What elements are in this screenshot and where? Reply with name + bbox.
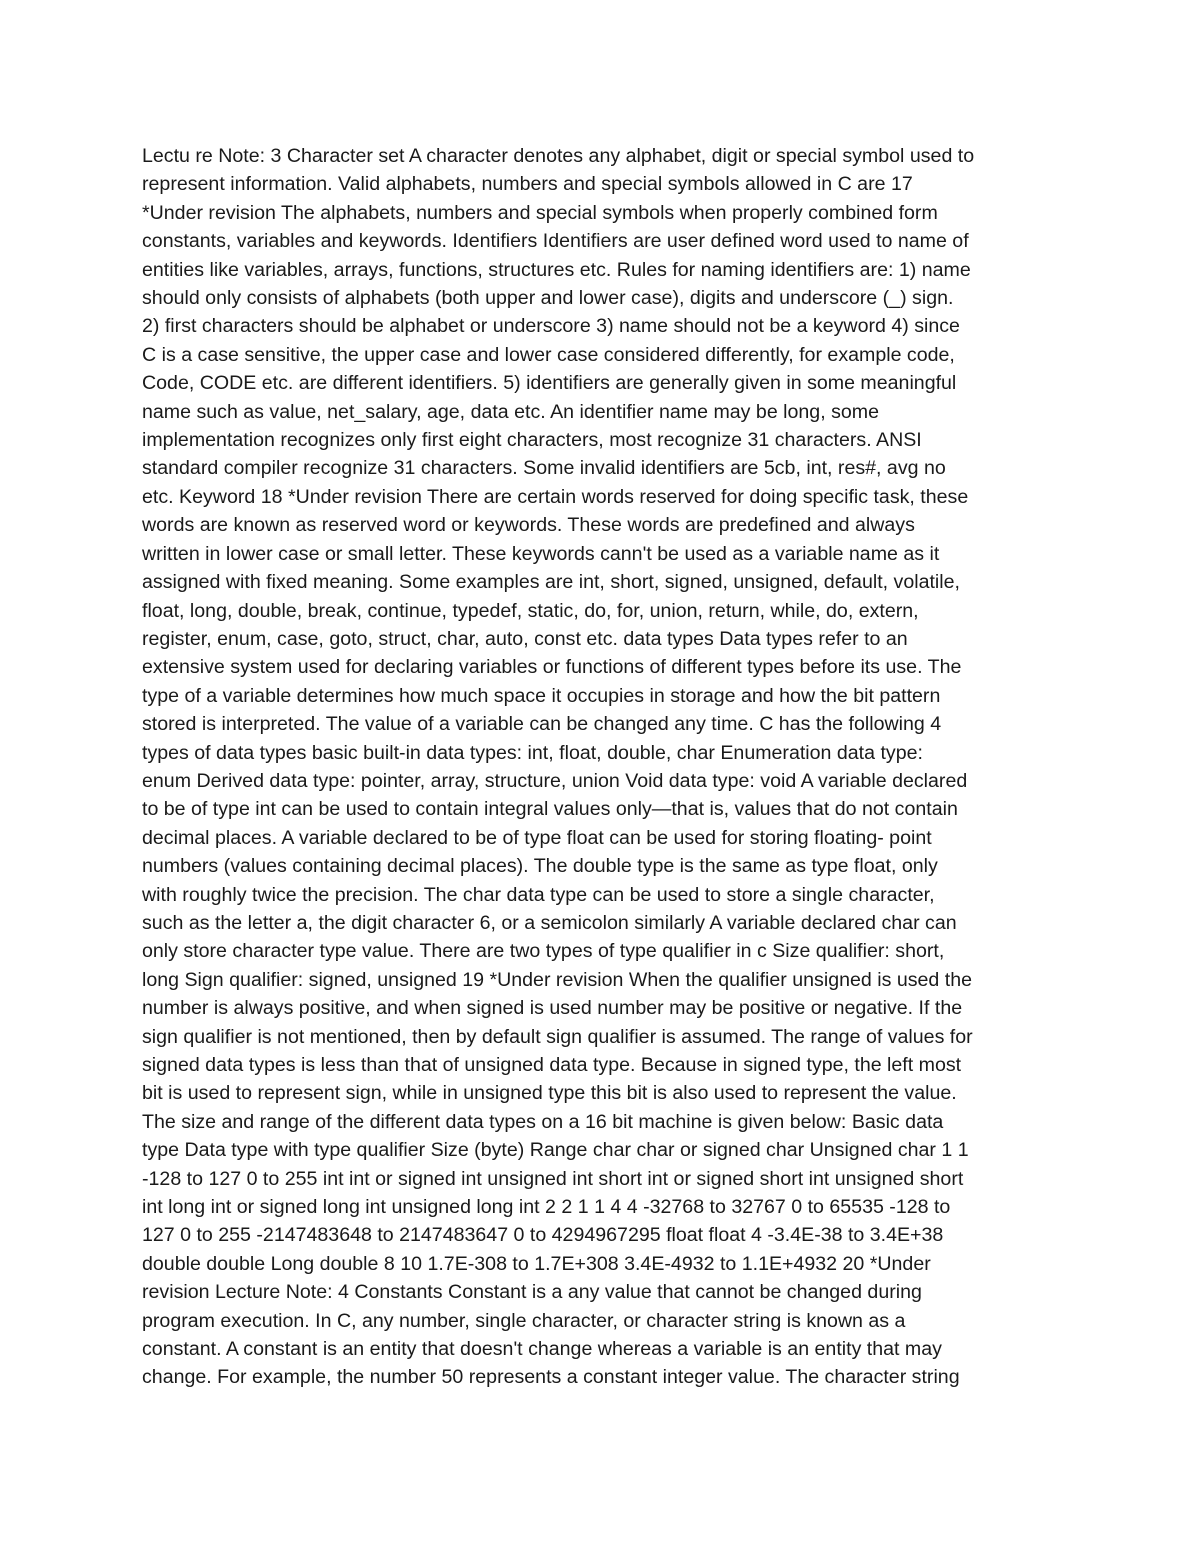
- text-line: enum Derived data type: pointer, array, structure, union Void data type: void A variable declared: [142, 769, 968, 792]
- text-line: bit is used to represent sign, while in unsigned type this bit is also used to represent the value.: [142, 1082, 957, 1105]
- text-line: change. For example, the number 50 represents a constant integer value. The character string: [142, 1366, 960, 1389]
- text-line: sign qualifier is not mentioned, then by default sign qualifier is assumed. The range of values for: [142, 1025, 973, 1048]
- text-line: assigned with fixed meaning. Some examples are int, short, signed, unsigned, default, volatile,: [142, 571, 960, 594]
- text-line: register, enum, case, goto, struct, char, auto, const etc. data types Data types refer to an: [142, 627, 908, 650]
- text-line: signed data types is less than that of unsigned data type. Because in signed type, the left most: [142, 1054, 962, 1076]
- text-line: program execution. In C, any number, single character, or character string is known as a: [142, 1309, 906, 1332]
- text-line: types of data types basic built-in data types: int, float, double, char Enumeration data type:: [142, 741, 923, 764]
- text-line: etc. Keyword 18 *Under revision There are certain words reserved for doing specific task, these: [142, 485, 969, 508]
- text-line: standard compiler recognize 31 characters. Some invalid identifiers are 5cb, int, res#, avg no: [142, 457, 946, 480]
- text-line: should only consists of alphabets (both upper and lower case), digits and underscore (_) sign.: [142, 287, 954, 310]
- text-line: written in lower case or small letter. These keywords cann't be used as a variable name as it: [142, 542, 940, 565]
- text-line: -128 to 127 0 to 255 int int or signed int unsigned int short int or signed short int unsigned short: [142, 1167, 964, 1190]
- text-line: number is always positive, and when signed is used number may be positive or negative. If the: [142, 997, 963, 1020]
- text-line: numbers (values containing decimal places). The double type is the same as type float, only: [142, 855, 938, 878]
- text-line: such as the letter a, the digit character 6, or a semicolon similarly A variable declared char can: [142, 911, 957, 934]
- text-line: float, long, double, break, continue, typedef, static, do, for, union, return, while, do, extern,: [142, 599, 919, 622]
- text-line: *Under revision The alphabets, numbers and special symbols when properly combined form: [142, 201, 938, 224]
- text-line: to be of type int can be used to contain integral values only—that is, values that do not contain: [142, 798, 958, 821]
- text-line: The size and range of the different data types on a 16 bit machine is given below: Basic data: [142, 1110, 944, 1133]
- text-line: 2) first characters should be alphabet or underscore 3) name should not be a keyword 4) since: [142, 315, 960, 338]
- text-line: with roughly twice the precision. The char data type can be used to store a single character,: [142, 883, 935, 906]
- text-line: implementation recognizes only first eight characters, most recognize 31 characters. ANSI: [142, 429, 922, 452]
- text-line: type of a variable determines how much space it occupies in storage and how the bit pattern: [142, 684, 941, 707]
- text-line: Code, CODE etc. are different identifiers. 5) identifiers are generally given in some meaningful: [142, 372, 957, 395]
- text-line: long Sign qualifier: signed, unsigned 19 *Under revision When the qualifier unsigned is used the: [142, 968, 972, 991]
- text-line: constant. A constant is an entity that doesn't change whereas a variable is an entity that may: [142, 1338, 942, 1361]
- text-line: 127 0 to 255 -2147483648 to 2147483647 0 to 4294967295 float float 4 -3.4E-38 to 3.4E+38: [142, 1224, 944, 1247]
- text-line: constants, variables and keywords. Identifiers Identifiers are user defined word used to name of: [142, 230, 969, 253]
- text-line: only store character type value. There are two types of type qualifier in c Size qualifier: short,: [142, 940, 945, 963]
- body-text: [142, 142, 1082, 1392]
- text-line: C is a case sensitive, the upper case and lower case considered differently, for example code,: [142, 343, 955, 366]
- text-line: Lectu re Note: 3 Character set A character denotes any alphabet, digit or special symbol used to: [142, 145, 975, 167]
- text-line: double double Long double 8 10 1.7E-308 to 1.7E+308 3.4E-4932 to 1.1E+4932 20 *Under: [142, 1252, 931, 1275]
- text-line: words are known as reserved word or keywords. These words are predefined and always: [142, 514, 915, 537]
- text-line: name such as value, net_salary, age, data etc. An identifier name may be long, some: [142, 400, 880, 423]
- text-line: decimal places. A variable declared to be of type float can be used for storing floating- point: [142, 826, 932, 849]
- text-line: revision Lecture Note: 4 Constants Constant is a any value that cannot be changed during: [142, 1281, 922, 1304]
- text-line: extensive system used for declaring variables or functions of different types before its use. The: [142, 656, 962, 679]
- text-line: entities like variables, arrays, functions, structures etc. Rules for naming identifiers are: 1) name: [142, 258, 971, 281]
- text-line: represent information. Valid alphabets, numbers and special symbols allowed in C are 17: [142, 173, 913, 196]
- text-line: stored is interpreted. The value of a variable can be changed any time. C has the following 4: [142, 713, 942, 736]
- text-line: type Data type with type qualifier Size (byte) Range char char or signed char Unsigned char 1 1: [142, 1139, 969, 1162]
- text-line: int long int or signed long int unsigned long int 2 2 1 1 4 4 -32768 to 32767 0 to 65535 -128 to: [142, 1196, 951, 1219]
